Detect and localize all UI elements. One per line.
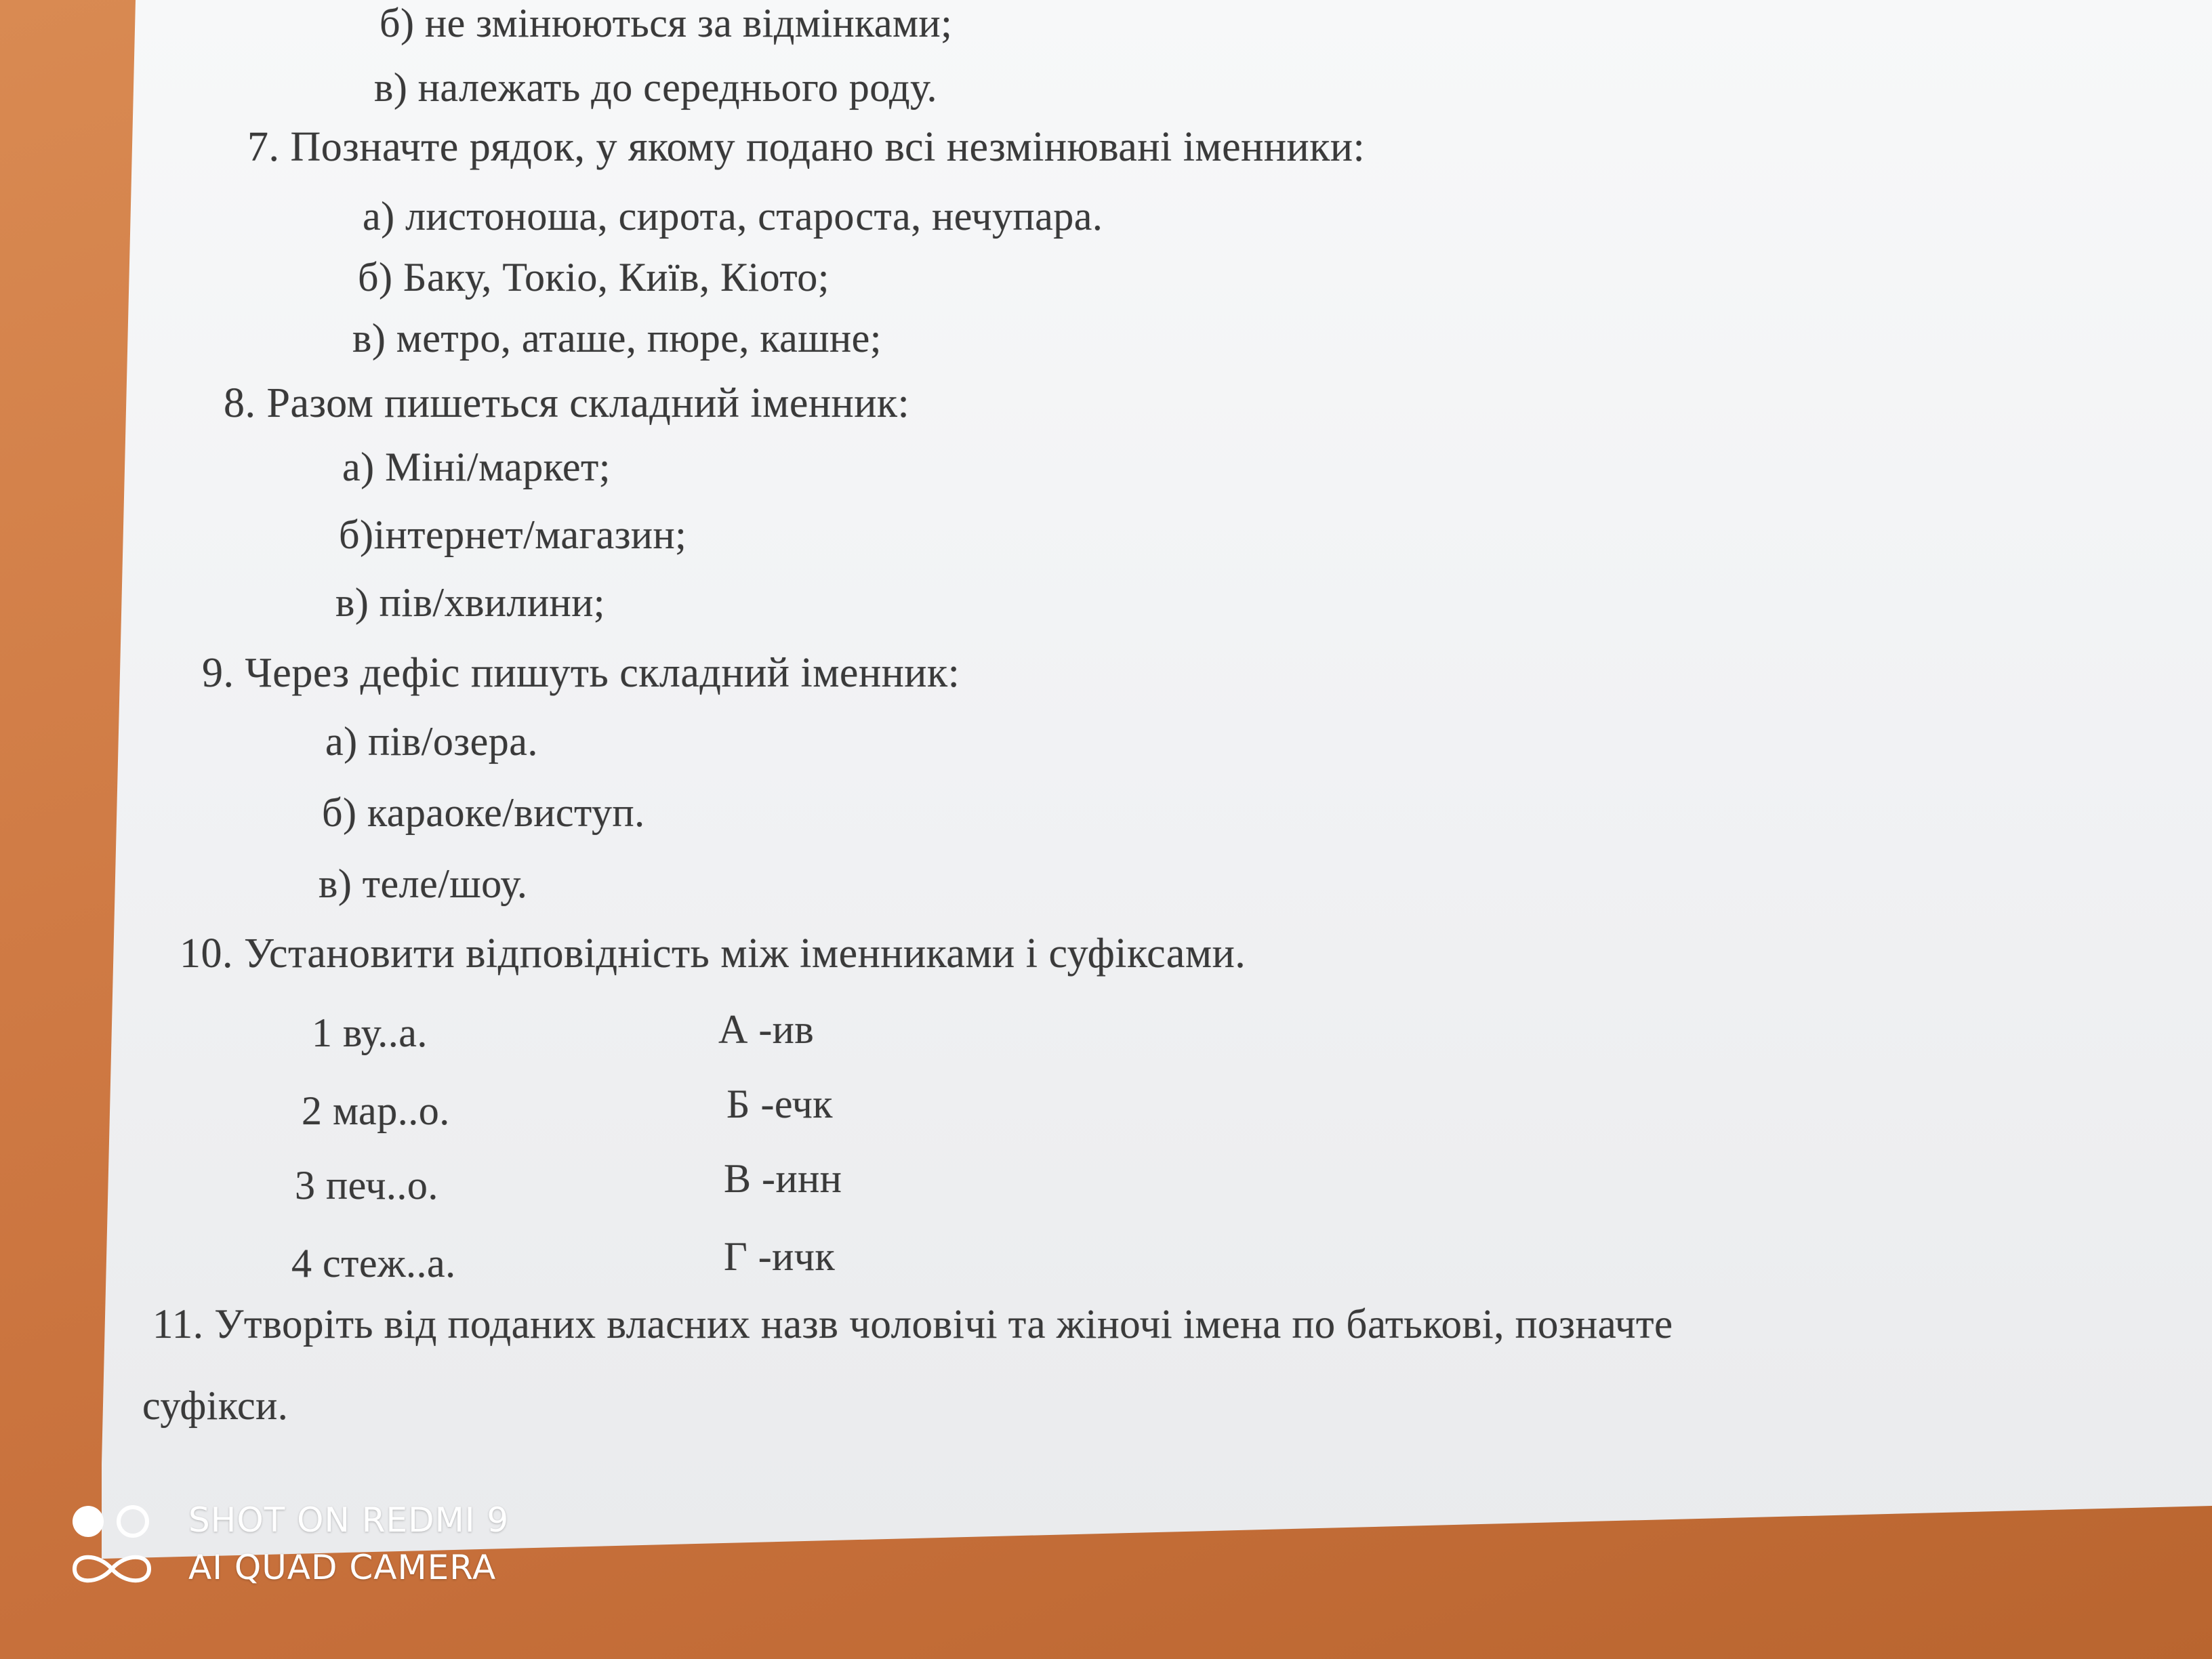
match-right-v: В -инн (724, 1156, 842, 1201)
question-9-option-v: в) теле/шоу. (319, 861, 528, 906)
match-left-2: 2 мар..о. (302, 1088, 450, 1133)
watermark-line-2: AI QUAD CAMERA (188, 1548, 497, 1587)
watermark-line-1: SHOT ON REDMI 9 (188, 1500, 510, 1540)
question-9: 9. Через дефіс пишуть складний іменник: (202, 650, 960, 696)
question-7-option-a: а) листоноша, сирота, староста, нечупара. (363, 194, 1103, 239)
match-left-4: 4 стеж..а. (291, 1241, 456, 1286)
match-left-3: 3 печ..о. (295, 1163, 438, 1208)
question-11-continuation: суфікси. (142, 1383, 289, 1428)
question-7-option-v: в) метро, аташе, пюре, кашне; (352, 316, 882, 361)
option-b-line: б) не змінюються за відмінками; (380, 1, 953, 45)
match-right-g: Г -ичк (724, 1234, 836, 1279)
match-left-1: 1 ву..а. (312, 1010, 428, 1055)
question-11: 11. Утворіть від поданих власних назв чоловічі та жіночі імена по батькові, позначте (152, 1302, 1673, 1347)
question-9-option-b: б) караоке/виступ. (322, 790, 645, 835)
match-right-b: Б -ечк (726, 1082, 833, 1126)
question-8-option-b: б)інтернет/магазин; (339, 512, 687, 557)
question-9-option-a: а) пів/озера. (325, 719, 538, 764)
camera-logo-icon (68, 1498, 156, 1593)
question-8: 8. Разом пишеться складний іменник: (224, 380, 910, 426)
question-8-option-a: а) Міні/маркет; (342, 445, 611, 489)
question-7: 7. Позначте рядок, у якому подано всі незмінювані іменники: (247, 124, 1366, 170)
option-v-line: в) належать до середнього роду. (374, 65, 938, 110)
question-8-option-v: в) пів/хвилини; (335, 580, 605, 625)
question-10: 10. Установити відповідність між іменниками і суфіксами. (180, 930, 1246, 977)
question-7-option-b: б) Баку, Токіо, Київ, Кіото; (358, 255, 830, 300)
match-right-a: А -ив (718, 1007, 815, 1052)
camera-watermark (68, 1498, 542, 1593)
